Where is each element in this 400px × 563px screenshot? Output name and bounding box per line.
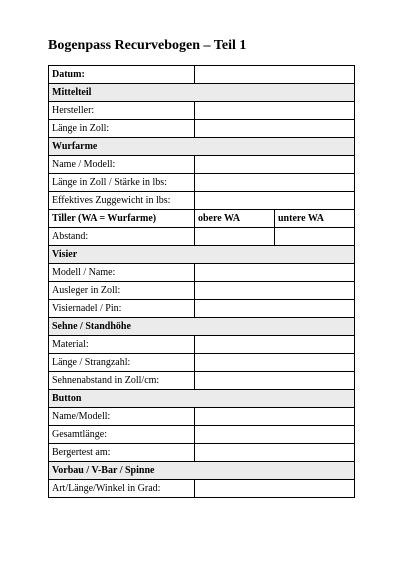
laenge-staerke-field[interactable] xyxy=(195,174,355,192)
table-row xyxy=(49,444,355,462)
section-vorbau: Vorbau / V-Bar / Spinne xyxy=(49,462,355,480)
table-row xyxy=(49,228,355,246)
strangzahl-label: Länge / Strangzahl: xyxy=(49,354,195,372)
bergertest-field[interactable] xyxy=(195,444,355,462)
abstand-label: Abstand: xyxy=(49,228,195,246)
laenge-zoll-label: Länge in Zoll: xyxy=(49,120,195,138)
hersteller-field[interactable] xyxy=(195,102,355,120)
table-row xyxy=(49,102,355,120)
zuggewicht-label: Effektives Zuggewicht in lbs: xyxy=(49,192,195,210)
obere-wa-header: obere WA xyxy=(195,210,275,228)
page-title: Bogenpass Recurvebogen – Teil 1 xyxy=(48,38,247,53)
material-label: Material: xyxy=(49,336,195,354)
gesamtlaenge-field[interactable] xyxy=(195,426,355,444)
visiernadel-field[interactable] xyxy=(195,300,355,318)
name-modell-label: Name / Modell: xyxy=(49,156,195,174)
section-header xyxy=(49,246,355,264)
ausleger-label: Ausleger in Zoll: xyxy=(49,282,195,300)
section-sehne: Sehne / Standhöhe xyxy=(49,318,355,336)
sehnenabstand-field[interactable] xyxy=(195,372,355,390)
table-row xyxy=(49,426,355,444)
tiller-label: Tiller (WA = Wurfarme) xyxy=(49,210,195,228)
zuggewicht-field[interactable] xyxy=(195,192,355,210)
table-row xyxy=(49,300,355,318)
date-label: Datum: xyxy=(49,66,195,84)
material-field[interactable] xyxy=(195,336,355,354)
table-row xyxy=(49,408,355,426)
date-field[interactable] xyxy=(195,66,355,84)
section-header xyxy=(49,318,355,336)
section-mittelteil: Mittelteil xyxy=(49,84,355,102)
visiernadel-label: Visiernadel / Pin: xyxy=(49,300,195,318)
table-row xyxy=(49,210,355,228)
sehnenabstand-label: Sehnenabstand in Zoll/cm: xyxy=(49,372,195,390)
bergertest-label: Bergertest am: xyxy=(49,444,195,462)
table-row xyxy=(49,174,355,192)
table-row xyxy=(49,66,355,84)
table-row xyxy=(49,192,355,210)
modell-name-field[interactable] xyxy=(195,264,355,282)
button-modell-label: Name/Modell: xyxy=(49,408,195,426)
untere-wa-header: untere WA xyxy=(275,210,355,228)
strangzahl-field[interactable] xyxy=(195,354,355,372)
art-laenge-label: Art/Länge/Winkel in Grad: xyxy=(49,480,195,498)
section-visier: Visier xyxy=(49,246,355,264)
gesamtlaenge-label: Gesamtlänge: xyxy=(49,426,195,444)
section-header xyxy=(49,138,355,156)
name-modell-field[interactable] xyxy=(195,156,355,174)
abstand-obere-field[interactable] xyxy=(195,228,275,246)
section-header xyxy=(49,84,355,102)
table-row xyxy=(49,354,355,372)
button-modell-field[interactable] xyxy=(195,408,355,426)
bow-passport-table xyxy=(48,65,355,498)
table-row xyxy=(49,282,355,300)
table-row xyxy=(49,372,355,390)
table-row xyxy=(49,120,355,138)
laenge-zoll-field[interactable] xyxy=(195,120,355,138)
abstand-untere-field[interactable] xyxy=(275,228,355,246)
section-header xyxy=(49,390,355,408)
table-row xyxy=(49,264,355,282)
art-laenge-field[interactable] xyxy=(195,480,355,498)
section-header xyxy=(49,462,355,480)
ausleger-field[interactable] xyxy=(195,282,355,300)
hersteller-label: Hersteller: xyxy=(49,102,195,120)
modell-name-label: Modell / Name: xyxy=(49,264,195,282)
table-row xyxy=(49,336,355,354)
laenge-staerke-label: Länge in Zoll / Stärke in lbs: xyxy=(49,174,195,192)
table-row xyxy=(49,480,355,498)
section-button: Button xyxy=(49,390,355,408)
section-wurfarme: Wurfarme xyxy=(49,138,355,156)
table-row xyxy=(49,156,355,174)
